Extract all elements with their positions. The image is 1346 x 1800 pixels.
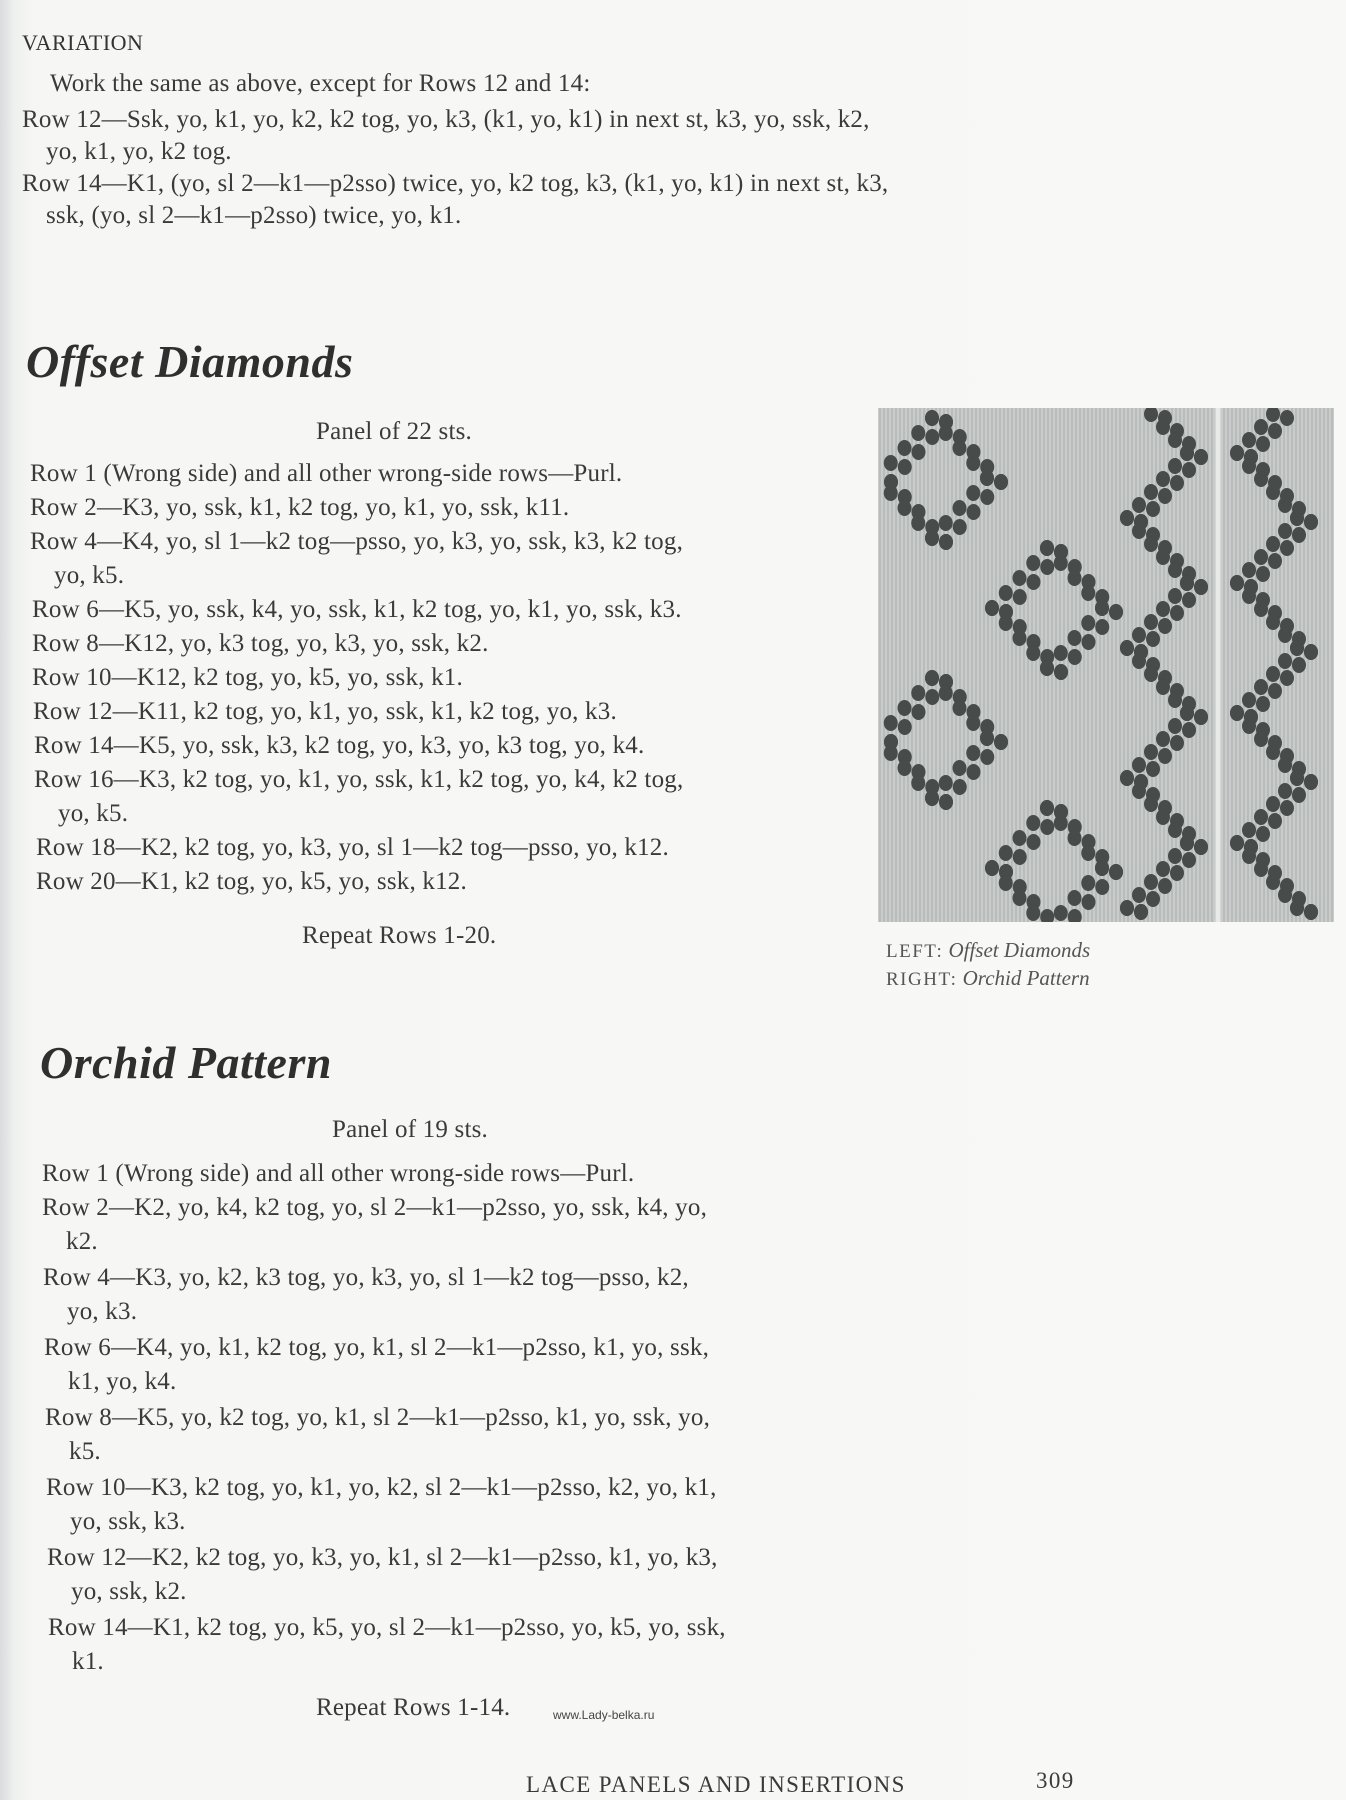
variation-row-14-line2: ssk, (yo, sl 2—k1—p2sso) twice, yo, k1. bbox=[46, 202, 462, 229]
photo-caption-right bbox=[886, 966, 1090, 991]
od-row-16-line2: yo, k5. bbox=[58, 800, 129, 827]
od-row-20: Row 20—K1, k2 tog, yo, k5, yo, ssk, k12. bbox=[36, 868, 467, 895]
orchid-pattern-panel: Panel of 19 sts. bbox=[332, 1116, 488, 1143]
od-row-1: Row 1 (Wrong side) and all other wrong-side rows—Purl. bbox=[30, 460, 623, 487]
od-row-10: Row 10—K12, k2 tog, yo, k5, yo, ssk, k1. bbox=[32, 664, 463, 691]
variation-row-14-line1: Row 14—K1, (yo, sl 2—k1—p2sso) twice, yo, k2 tog, k3, (k1, yo, k1) in next st, k3, bbox=[22, 170, 889, 197]
fabric-background bbox=[878, 408, 1334, 922]
op-row-4-line1: Row 4—K3, yo, k2, k3 tog, yo, k3, yo, sl 1—k2 tog—psso, k2, bbox=[43, 1264, 689, 1291]
orchid-pattern-repeat: Repeat Rows 1-14. bbox=[316, 1694, 511, 1721]
op-row-8-line1: Row 8—K5, yo, k2 tog, yo, k1, sl 2—k1—p2sso, k1, yo, ssk, yo, bbox=[45, 1404, 711, 1431]
caption-right-name: Orchid Pattern bbox=[962, 966, 1090, 990]
orchid-pattern-title: Orchid Pattern bbox=[40, 1037, 332, 1088]
variation-row-12-line1: Row 12—Ssk, yo, k1, yo, k2, k2 tog, yo, k3, (k1, yo, k1) in next st, k3, yo, ssk, k2, bbox=[22, 106, 870, 133]
page-number: 309 bbox=[1036, 1768, 1075, 1793]
od-row-6: Row 6—K5, yo, ssk, k4, yo, ssk, k1, k2 tog, yo, k1, yo, ssk, k3. bbox=[32, 596, 682, 623]
op-row-10-line2: yo, ssk, k3. bbox=[70, 1508, 186, 1535]
op-row-14-line2: k1. bbox=[72, 1648, 104, 1675]
op-row-12-line2: yo, ssk, k2. bbox=[71, 1578, 187, 1605]
offset-diamonds-panel: Panel of 22 sts. bbox=[316, 418, 472, 445]
variation-row-12-line2: yo, k1, yo, k2 tog. bbox=[46, 138, 232, 165]
op-row-2-line2: k2. bbox=[66, 1228, 98, 1255]
op-row-6-line2: k1, yo, k4. bbox=[68, 1368, 177, 1395]
od-row-4-line2: yo, k5. bbox=[54, 562, 125, 589]
caption-left-label: LEFT: bbox=[886, 941, 944, 962]
caption-left-name: Offset Diamonds bbox=[948, 938, 1091, 962]
running-head: LACE PANELS AND INSERTIONS bbox=[526, 1772, 906, 1797]
lace-swatch-image bbox=[878, 408, 1334, 922]
od-row-8: Row 8—K12, yo, k3 tog, yo, k3, yo, ssk, k2. bbox=[32, 630, 489, 657]
watermark-link[interactable]: www.Lady-belka.ru bbox=[553, 1708, 655, 1722]
od-row-14: Row 14—K5, yo, ssk, k3, k2 tog, yo, k3, yo, k3 tog, yo, k4. bbox=[34, 732, 645, 759]
od-row-12: Row 12—K11, k2 tog, yo, k1, yo, ssk, k1, k2 tog, yo, k3. bbox=[33, 698, 617, 725]
caption-right-label: RIGHT: bbox=[886, 969, 958, 990]
offset-diamonds-repeat: Repeat Rows 1-20. bbox=[302, 922, 497, 949]
od-row-2: Row 2—K3, yo, ssk, k1, k2 tog, yo, k1, yo, ssk, k11. bbox=[30, 494, 570, 521]
knitted-swatch-photo bbox=[878, 408, 1334, 922]
op-row-14-line1: Row 14—K1, k2 tog, yo, k5, yo, sl 2—k1—p2sso, yo, k5, yo, ssk, bbox=[48, 1614, 726, 1641]
op-row-4-line2: yo, k3. bbox=[67, 1298, 138, 1325]
od-row-4-line1: Row 4—K4, yo, sl 1—k2 tog—psso, yo, k3, yo, ssk, k3, k2 tog, bbox=[30, 528, 684, 555]
od-row-18: Row 18—K2, k2 tog, yo, k3, yo, sl 1—k2 tog—psso, yo, k12. bbox=[36, 834, 669, 861]
photo-caption-left bbox=[886, 938, 1090, 963]
op-row-6-line1: Row 6—K4, yo, k1, k2 tog, yo, k1, sl 2—k1—p2sso, k1, yo, ssk, bbox=[44, 1334, 710, 1361]
op-row-2-line1: Row 2—K2, yo, k4, k2 tog, yo, sl 2—k1—p2sso, yo, ssk, k4, yo, bbox=[42, 1194, 708, 1221]
op-row-8-line2: k5. bbox=[69, 1438, 101, 1465]
op-row-10-line1: Row 10—K3, k2 tog, yo, k1, yo, k2, sl 2—k1—p2sso, k2, yo, k1, bbox=[46, 1474, 717, 1501]
op-row-12-line1: Row 12—K2, k2 tog, yo, k3, yo, k1, sl 2—k1—p2sso, k1, yo, k3, bbox=[47, 1544, 718, 1571]
variation-heading: VARIATION bbox=[22, 30, 144, 55]
variation-intro: Work the same as above, except for Rows 12 and 14: bbox=[50, 70, 591, 97]
od-row-16-line1: Row 16—K3, k2 tog, yo, k1, yo, ssk, k1, k2 tog, yo, k4, k2 tog, bbox=[34, 766, 684, 793]
offset-diamonds-title: Offset Diamonds bbox=[26, 336, 354, 387]
op-row-1: Row 1 (Wrong side) and all other wrong-side rows—Purl. bbox=[42, 1160, 635, 1187]
